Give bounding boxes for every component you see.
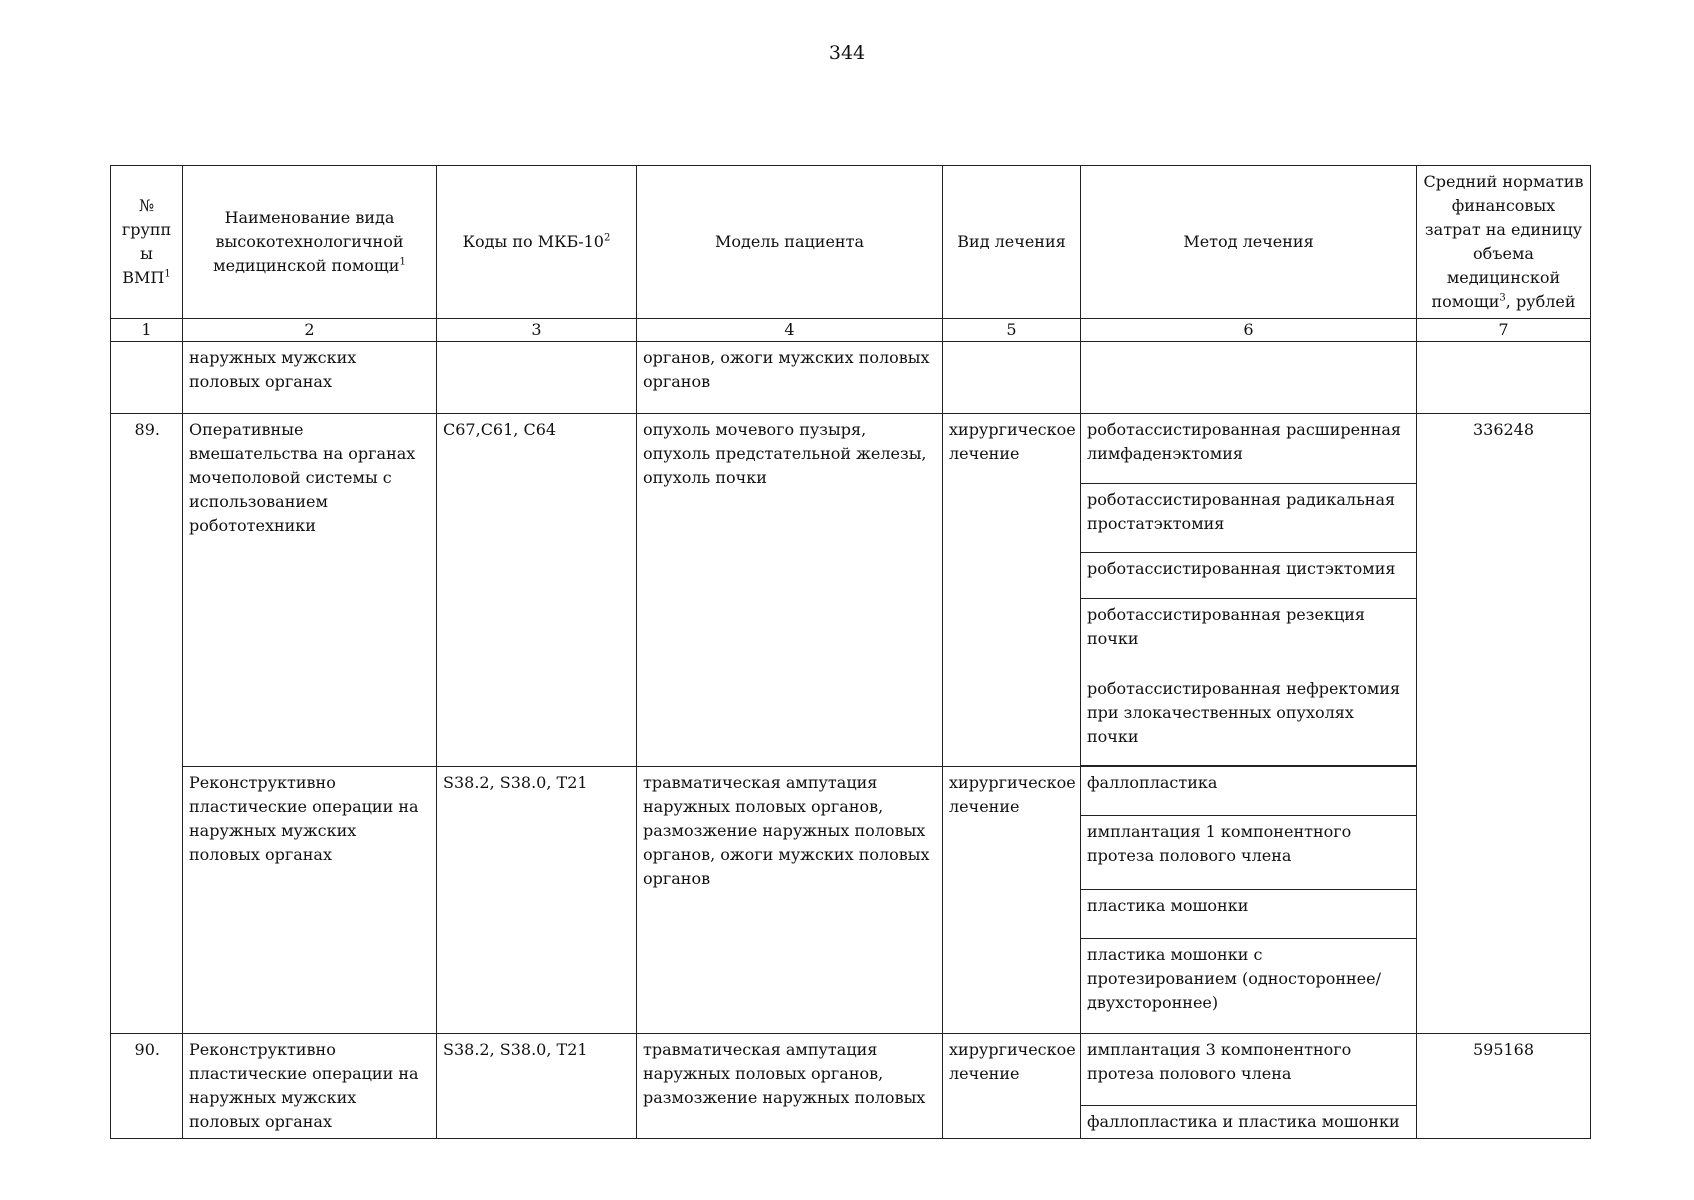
header-treatment-type: Вид лечения (943, 166, 1081, 319)
patient-model-cell: травматическая ампутация наружных половых органов, размозжение наружных половых (637, 1034, 943, 1139)
treatment-method-cell (1081, 1034, 1417, 1139)
table-header-row (111, 166, 1591, 319)
method-item: имплантация 1 компонентного протеза полового члена (1081, 816, 1416, 890)
group-number-cell: 90. (111, 1034, 183, 1139)
group-number-cell (111, 342, 183, 414)
cost-cell: 336248 (1417, 414, 1591, 1034)
patient-model-cell: опухоль мочевого пузыря, опухоль предстательной железы, опухоль почки (637, 414, 943, 767)
treatment-method-cell (1081, 342, 1417, 414)
icd-codes-cell: S38.2, S38.0, T21 (437, 767, 637, 1034)
column-number-row (111, 319, 1591, 342)
care-type-cell: Реконструктивно пластические операции на наружных мужских половых органах (183, 767, 437, 1034)
column-number: 7 (1417, 319, 1591, 342)
care-type-cell: Оперативные вмешательства на органах мочеполовой системы с использованием робототехники (183, 414, 437, 767)
method-item: роботассистированная резекция почки (1087, 605, 1366, 648)
icd-codes-cell: S38.2, S38.0, T21 (437, 1034, 637, 1139)
method-item: пластика мошонки (1081, 890, 1416, 939)
treatment-type-cell (943, 342, 1081, 414)
treatment-type-cell: хирургическое лечение (943, 767, 1081, 1034)
cost-cell (1417, 342, 1591, 414)
header-cost-norm: Средний норматив финансовых затрат на единицу объема медицинской помощи$^3$, рублей (1417, 166, 1591, 319)
treatment-type-cell: хирургическое лечение (943, 414, 1081, 767)
table-row-group-89-reconstructive (111, 767, 1591, 1034)
method-item: роботассистированная расширенная лимфаденэктомия (1081, 414, 1416, 484)
treatment-method-cell (1081, 414, 1417, 767)
method-item: фаллопластика (1081, 767, 1416, 816)
method-item: фаллопластика и пластика мошонки (1087, 1112, 1400, 1131)
method-item: имплантация 3 компонентного протеза полового члена (1081, 1034, 1416, 1106)
care-type-cell: Реконструктивно пластические операции на наружных мужских половых органах (183, 1034, 437, 1139)
group-number-cell: 89. (111, 414, 183, 1034)
header-patient-model: Модель пациента (637, 166, 943, 319)
patient-model-cell: органов, ожоги мужских половых органов (637, 342, 943, 414)
column-number: 1 (111, 319, 183, 342)
table-row-group-90 (111, 1034, 1591, 1139)
column-number: 6 (1081, 319, 1417, 342)
header-icd-codes: Коды по МКБ-$10^2$ (437, 166, 637, 319)
vmp-table (110, 165, 1591, 1139)
table-row-group-89-robotic (111, 414, 1591, 767)
table-row-continuation (111, 342, 1591, 414)
method-item: роботассистированная цистэктомия (1081, 553, 1416, 599)
icd-codes-cell: C67,C61, C64 (437, 414, 637, 767)
method-item: пластика мошонки с протезированием (одностороннее/двухстороннее) (1087, 945, 1381, 1012)
care-type-cell: наружных мужских половых органах (183, 342, 437, 414)
treatment-method-cell (1081, 767, 1417, 1034)
column-number: 3 (437, 319, 637, 342)
header-care-type: Наименование вида высокотехнологичной медицинской помощи$^1$ (183, 166, 437, 319)
header-treatment-method: Метод лечения (1081, 166, 1417, 319)
column-number: 2 (183, 319, 437, 342)
column-number: 5 (943, 319, 1081, 342)
treatment-type-cell: хирургическое лечение (943, 1034, 1081, 1139)
column-number: 4 (637, 319, 943, 342)
method-item: роботассистированная радикальная простатэктомия (1081, 484, 1416, 553)
header-group-number: № групп ы ВМП$^1$ (111, 166, 183, 319)
icd-codes-cell (437, 342, 637, 414)
page-number: 344 (828, 42, 866, 64)
patient-model-cell: травматическая ампутация наружных половых органов, размозжение наружных половых органов, ожоги мужских половых органов (637, 767, 943, 1034)
method-item: роботассистированная нефректомия при злокачественных опухолях почки (1081, 673, 1416, 766)
cost-cell: 595168 (1417, 1034, 1591, 1139)
